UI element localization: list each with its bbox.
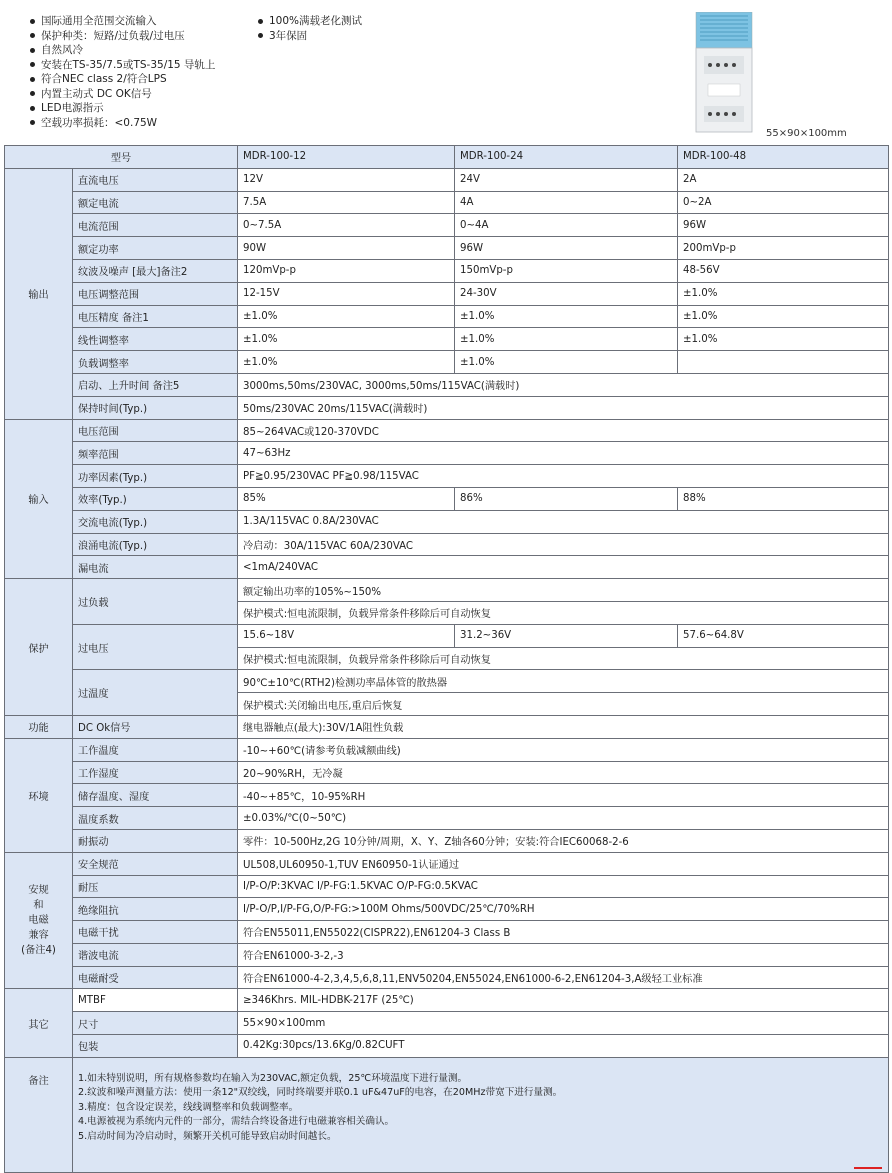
- cell-value: 3000ms,50ms/230VAC, 3000ms,50ms/115VAC(满载时): [238, 373, 889, 396]
- row-label: 电压调整范围: [73, 282, 238, 305]
- features-left: [30, 14, 215, 130]
- bullet-icon: [30, 91, 35, 96]
- cell-value: 57.6~64.8V: [678, 624, 889, 647]
- row-label: 负载调整率: [73, 351, 238, 374]
- note-line: 3.精度：包含设定误差，线线调整率和负载调整率。: [78, 1101, 299, 1113]
- table-row: [5, 214, 889, 237]
- row-label: 尺寸: [73, 1012, 238, 1035]
- cell-value: -10~+60℃(请参考负载减额曲线): [238, 738, 889, 761]
- cell-value: 零件：10-500Hz,2G 10分钟/周期，X、Y、Z轴各60分钟；安装:符合IEC60068-2-6: [238, 829, 889, 852]
- row-label: 耐压: [73, 875, 238, 898]
- feature-item: 空载功率损耗：<0.75W: [30, 116, 215, 131]
- cell-value: 1.3A/115VAC 0.8A/230VAC: [238, 510, 889, 533]
- category-protection: 保护: [5, 579, 73, 716]
- category-notes: 备注: [5, 1057, 73, 1172]
- row-label: 储存温度、湿度: [73, 784, 238, 807]
- row-label: 频率范围: [73, 442, 238, 465]
- row-label: 浪涌电流(Typ.): [73, 533, 238, 556]
- feature-item: 100%满载老化测试: [258, 14, 362, 29]
- table-row: [5, 556, 889, 579]
- cell-value: ±1.0%: [238, 328, 455, 351]
- feature-item: 内置主动式 DC OK信号: [30, 87, 215, 102]
- bullet-icon: [30, 62, 35, 67]
- bullet-icon: [30, 33, 35, 38]
- cell-value: PF≧0.95/230VAC PF≧0.98/115VAC: [238, 465, 889, 488]
- table-row: [5, 510, 889, 533]
- notes-cell: [73, 1057, 889, 1172]
- table-row: [5, 282, 889, 305]
- feature-item: 3年保固: [258, 29, 362, 44]
- category-output: 输出: [5, 168, 73, 419]
- category-others: 其它: [5, 989, 73, 1057]
- table-row: [5, 921, 889, 944]
- row-label: 包装: [73, 1035, 238, 1058]
- row-label: 额定功率: [73, 237, 238, 260]
- row-label: MTBF: [73, 989, 238, 1012]
- cell-value: ±1.0%: [455, 351, 678, 374]
- row-label: 安全规范: [73, 852, 238, 875]
- spec-table: [4, 145, 889, 1173]
- cell-value: ±1.0%: [678, 305, 889, 328]
- cell-value: 符合EN61000-3-2,-3: [238, 943, 889, 966]
- table-row: [5, 624, 889, 647]
- cell-value: 冷启动：30A/115VAC 60A/230VAC: [238, 533, 889, 556]
- table-row: [5, 533, 889, 556]
- feature-item: 自然风冷: [30, 43, 215, 58]
- cell-value: 85~264VAC或120-370VDC: [238, 419, 889, 442]
- row-label: 电磁耐受: [73, 966, 238, 989]
- feature-item: 安装在TS-35/7.5或TS-35/15 导轨上: [30, 58, 215, 73]
- cell-value: 2A: [678, 168, 889, 191]
- bullet-icon: [30, 77, 35, 82]
- cell-value: 90W: [238, 237, 455, 260]
- cell-value: ±1.0%: [238, 351, 455, 374]
- cell-value: 96W: [678, 214, 889, 237]
- row-label: 温度系数: [73, 807, 238, 830]
- row-label: 谐波电流: [73, 943, 238, 966]
- cell-value: 符合EN61000-4-2,3,4,5,6,8,11,ENV50204,EN55024,EN61000-6-2,EN61204-3,A级轻工业标准: [238, 966, 889, 989]
- row-label: 效率(Typ.): [73, 487, 238, 510]
- red-mark: [854, 1167, 882, 1169]
- cell-value: 保护模式:关闭输出电压,重启后恢复: [238, 693, 889, 716]
- table-row: [5, 328, 889, 351]
- cell-value: 88%: [678, 487, 889, 510]
- cell-value: ±1.0%: [455, 328, 678, 351]
- cell-value: 额定输出功率的105%~150%: [238, 579, 889, 602]
- cell-value: 0~4A: [455, 214, 678, 237]
- cell-value: 20~90%RH，无冷凝: [238, 761, 889, 784]
- table-row: [5, 852, 889, 875]
- row-label: 过电压: [73, 624, 238, 670]
- cell-value: ±1.0%: [455, 305, 678, 328]
- feature-item: 符合NEC class 2/符合LPS: [30, 72, 215, 87]
- table-row: [5, 237, 889, 260]
- cell-value: 31.2~36V: [455, 624, 678, 647]
- category-environment: 环境: [5, 738, 73, 852]
- cell-value: I/P-O/P:3KVAC I/P-FG:1.5KVAC O/P-FG:0.5KVAC: [238, 875, 889, 898]
- table-row: [5, 715, 889, 738]
- cell-value: 保护模式:恒电流限制，负载异常条件移除后可自动恢复: [238, 601, 889, 624]
- table-row: [5, 373, 889, 396]
- row-label: 直流电压: [73, 168, 238, 191]
- note-line: 1.如未特别说明，所有规格参数均在输入为230VAC,额定负载，25℃环境温度下进行量测。: [78, 1072, 468, 1084]
- cell-value: ±1.0%: [678, 282, 889, 305]
- row-label: 电压范围: [73, 419, 238, 442]
- table-row: [5, 670, 889, 693]
- category-input: 输入: [5, 419, 73, 579]
- table-row: [5, 738, 889, 761]
- row-label: 工作湿度: [73, 761, 238, 784]
- model-name: MDR-100-48: [678, 146, 889, 169]
- cell-value: 120mVp-p: [238, 259, 455, 282]
- note-line: 4.电源被视为系统内元件的一部分，需结合终设备进行电磁兼容相关确认。: [78, 1116, 395, 1128]
- cell-value: 0~7.5A: [238, 214, 455, 237]
- cell-value: ±0.03%/℃(0~50℃): [238, 807, 889, 830]
- row-label: 电压精度 备注1: [73, 305, 238, 328]
- cell-value: 0.42Kg:30pcs/13.6Kg/0.82CUFT: [238, 1035, 889, 1058]
- row-label: DC Ok信号: [73, 715, 238, 738]
- cell-value: 90℃±10℃(RTH2)检测功率晶体管的散热器: [238, 670, 889, 693]
- cell-value: -40~+85℃，10-95%RH: [238, 784, 889, 807]
- model-header-label: 型号: [5, 146, 238, 169]
- cell-value: 15.6~18V: [238, 624, 455, 647]
- bullet-icon: [30, 120, 35, 125]
- category-function: 功能: [5, 715, 73, 738]
- feature-item: LED电源指示: [30, 101, 215, 116]
- notes-row: [5, 1057, 889, 1172]
- table-row: [5, 168, 889, 191]
- table-row: [5, 784, 889, 807]
- table-row: [5, 396, 889, 419]
- table-row: [5, 829, 889, 852]
- row-label: 漏电流: [73, 556, 238, 579]
- product-image: [694, 12, 754, 134]
- note-line: 5.启动时间为冷启动时，频繁开关机可能导致启动时间越长。: [78, 1130, 337, 1142]
- cell-value: ±1.0%: [678, 328, 889, 351]
- note-line: 2.纹波和噪声测量方法：使用一条12"双绞线，同时终端要并联0.1 uF&47uF的电容，在20MHz带宽下进行量测。: [78, 1087, 563, 1099]
- bullet-icon: [258, 33, 263, 38]
- table-row: [5, 875, 889, 898]
- cell-value: 保护模式:恒电流限制，负载异常条件移除后可自动恢复: [238, 647, 889, 670]
- table-row: [5, 966, 889, 989]
- cell-value: ±1.0%: [238, 305, 455, 328]
- row-label: 纹波及噪声 [最大]备注2: [73, 259, 238, 282]
- feature-item: 保护种类：短路/过负载/过电压: [30, 29, 215, 44]
- table-row: [5, 1035, 889, 1058]
- model-name: MDR-100-24: [455, 146, 678, 169]
- cell-value: 7.5A: [238, 191, 455, 214]
- row-label: 保持时间(Typ.): [73, 396, 238, 419]
- cell-value: 12V: [238, 168, 455, 191]
- feature-item: 国际通用全范围交流输入: [30, 14, 215, 29]
- table-row: [5, 419, 889, 442]
- row-label: 绝缘阻抗: [73, 898, 238, 921]
- cell-value: [678, 351, 889, 374]
- category-safety-emc: 安规 和 电磁 兼容 (备注4): [5, 852, 73, 989]
- row-label: 工作温度: [73, 738, 238, 761]
- cell-value: 96W: [455, 237, 678, 260]
- row-label: 过温度: [73, 670, 238, 716]
- cell-value: 继电器触点(最大):30V/1A阻性负载: [238, 715, 889, 738]
- cell-value: 12-15V: [238, 282, 455, 305]
- features-right: [258, 14, 362, 43]
- table-row: [5, 898, 889, 921]
- table-row: [5, 1012, 889, 1035]
- table-row: [5, 191, 889, 214]
- cell-value: I/P-O/P,I/P-FG,O/P-FG:>100M Ohms/500VDC/25℃/70%RH: [238, 898, 889, 921]
- table-row: [5, 807, 889, 830]
- cell-value: 55×90×100mm: [238, 1012, 889, 1035]
- bullet-icon: [30, 19, 35, 24]
- table-row: [5, 579, 889, 602]
- cell-value: 24V: [455, 168, 678, 191]
- row-label: 交流电流(Typ.): [73, 510, 238, 533]
- table-row: [5, 943, 889, 966]
- cell-value: 48-56V: [678, 259, 889, 282]
- table-row: [5, 305, 889, 328]
- table-row: [5, 259, 889, 282]
- bullet-icon: [30, 48, 35, 53]
- table-row: [5, 487, 889, 510]
- cell-value: 200mVp-p: [678, 237, 889, 260]
- cell-value: 50ms/230VAC 20ms/115VAC(满载时): [238, 396, 889, 419]
- cell-value: 24-30V: [455, 282, 678, 305]
- cell-value: 4A: [455, 191, 678, 214]
- cell-value: 86%: [455, 487, 678, 510]
- row-label: 电流范围: [73, 214, 238, 237]
- row-label: 耐振动: [73, 829, 238, 852]
- cell-value: 150mVp-p: [455, 259, 678, 282]
- model-header-row: [5, 146, 889, 169]
- row-label: 额定电流: [73, 191, 238, 214]
- cell-value: <1mA/240VAC: [238, 556, 889, 579]
- table-row: [5, 351, 889, 374]
- table-row: [5, 442, 889, 465]
- row-label: 过负载: [73, 579, 238, 625]
- cell-value: 符合EN55011,EN55022(CISPR22),EN61204-3 Class B: [238, 921, 889, 944]
- row-label: 线性调整率: [73, 328, 238, 351]
- product-dimensions: 55×90×100mm: [766, 128, 847, 139]
- cell-value: 0~2A: [678, 191, 889, 214]
- bullet-icon: [258, 19, 263, 24]
- row-label: 功率因素(Typ.): [73, 465, 238, 488]
- cell-value: UL508,UL60950-1,TUV EN60950-1认证通过: [238, 852, 889, 875]
- cell-value: 85%: [238, 487, 455, 510]
- model-name: MDR-100-12: [238, 146, 455, 169]
- bullet-icon: [30, 106, 35, 111]
- table-row: [5, 989, 889, 1012]
- row-label: 启动、上升时间 备注5: [73, 373, 238, 396]
- row-label: 电磁干扰: [73, 921, 238, 944]
- cell-value: 47~63Hz: [238, 442, 889, 465]
- table-row: [5, 761, 889, 784]
- cell-value: ≥346Khrs. MIL-HDBK-217F (25℃): [238, 989, 889, 1012]
- table-row: [5, 465, 889, 488]
